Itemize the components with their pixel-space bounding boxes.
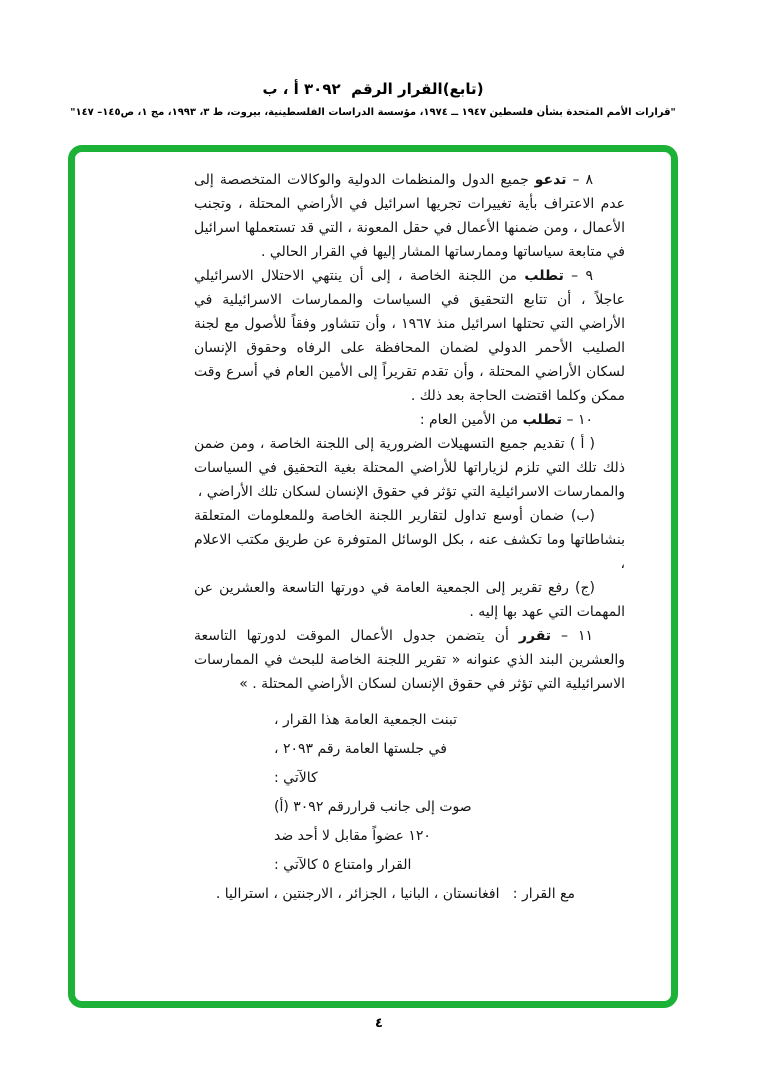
green-border-frame <box>68 145 678 1008</box>
source-citation: "قرارات الأمم المتحدة بشأن فلسطين ١٩٤٧ ــ ١٩٧٤، مؤسسة الدراسات الفلسطينية، بيروت، ط ٣، ١٩٩٣، مج ١، ص١٤٥– ١٤٧" <box>70 107 676 118</box>
subitem-c-label: (ج) <box>575 580 595 596</box>
adoption-line: صوت إلى جانب قراررقم ٣٠٩٢ (أ) <box>274 799 472 815</box>
adoption-line: تبنت الجمعية العامة هذا القرار ، <box>274 712 458 728</box>
subitem-b <box>194 504 625 576</box>
vote-with-countries: مع القرار : افغانستان ، البانيا ، الجزائر ، الارجنتين ، استراليا . <box>215 886 575 902</box>
paragraph-11-number: ١١ – <box>561 628 594 644</box>
paragraph-8-number: ٨ – <box>572 172 594 188</box>
paragraph-11 <box>194 624 625 696</box>
paragraph-10-number: ١٠ – <box>566 412 593 428</box>
paragraph-9-number: ٩ – <box>571 268 594 284</box>
resolution-title: (تابع)القرار الرقم ٣٠٩٢ أ ، ب <box>262 80 484 98</box>
paragraph-9 <box>194 264 625 408</box>
adoption-note <box>194 706 625 909</box>
paragraph-11-verb: تقرر <box>518 628 552 644</box>
subitem-a-label: ( أ ) <box>569 436 595 452</box>
page-number: ٤ <box>375 1016 383 1031</box>
paragraph-8-verb: تدعو <box>534 172 567 188</box>
paragraph-9-text: من اللجنة الخاصة ، إلى أن ينتهي الاحتلال الاسرائيلي عاجلاً ، أن تتابع التحقيق في السياسات والممارسات الاسرائيلية في الأراضي التي تحتلها اسرائيل منذ ١٩٦٧ ، وأن تتشاور وفقاً للأصول مع لجنة الصليب الأحمر الدولي لضمان المحافظة على الرفاه وحقوق الإنسان لسكان الأراضي المحتلة ، وأن تقدم تقريراً إلى الأمين العام في أسرع وقت ممكن وكلما اقتضت الحاجة بعد ذلك . <box>194 268 625 404</box>
paragraph-10 <box>194 408 625 432</box>
subitem-b-text: ضمان أوسع تداول لتقارير اللجنة الخاصة وللمعلومات المتعلقة بنشاطاتها وما تكشف عنه ، بكل الوسائل المتوفرة عن طريق مكتب الاعلام ، <box>194 508 625 572</box>
paragraph-9-verb: تطلب <box>524 268 564 284</box>
paragraph-11-text: أن يتضمن جدول الأعمال الموقت لدورتها التاسعة والعشرين البند الذي عنوانه « تقرير اللجنة الخاصة للبحث في الممارسات الاسرائيلية التي تؤثر في حقوق الإنسان لسكان الأراضي المحتلة . » <box>194 628 625 692</box>
subitem-c <box>194 576 625 624</box>
page-header <box>68 80 678 118</box>
subitem-b-label: (ب) <box>570 508 595 524</box>
adoption-line: ١٢٠ عضواً مقابل لا أحد ضد <box>274 828 431 844</box>
subitem-a <box>194 432 625 504</box>
adoption-line: كالآتي : <box>274 770 318 786</box>
paragraph-8-text: جميع الدول والمنظمات الدولية والوكالات المتخصصة إلى عدم الاعتراف بأية تغييرات تجريها اسرائيل في الأراضي المحتلة ، وتجنب الأعمال ، ومن ضمنها الأعمال في حقل المعونة ، التي قد تستعملها اسرائيل في متابعة سياساتها وممارساتها المشار إليها في القرار الحالي . <box>194 172 625 260</box>
paragraph-10-text: من الأمين العام : <box>419 412 519 428</box>
paragraph-8 <box>194 168 625 264</box>
adoption-line: القرار وامتناع ٥ كالآتي : <box>274 857 412 873</box>
resolution-body <box>75 152 671 1001</box>
subitem-a-text: تقديم جميع التسهيلات الضرورية إلى اللجنة الخاصة ، ومن ضمن ذلك تلك التي تلزم لزياراتها للأراضي المحتلة بغية التحقيق في السياسات والممارسات الاسرائيلية التي تؤثر في حقوق الإنسان لسكان تلك الأراضي ، <box>194 436 625 500</box>
paragraph-10-verb: تطلب <box>522 412 563 428</box>
adoption-line: في جلستها العامة رقم ٢٠٩٣ ، <box>274 741 447 757</box>
subitem-c-text: رفع تقرير إلى الجمعية العامة في دورتها التاسعة والعشرين عن المهمات التي عهد بها إليه . <box>194 580 625 620</box>
